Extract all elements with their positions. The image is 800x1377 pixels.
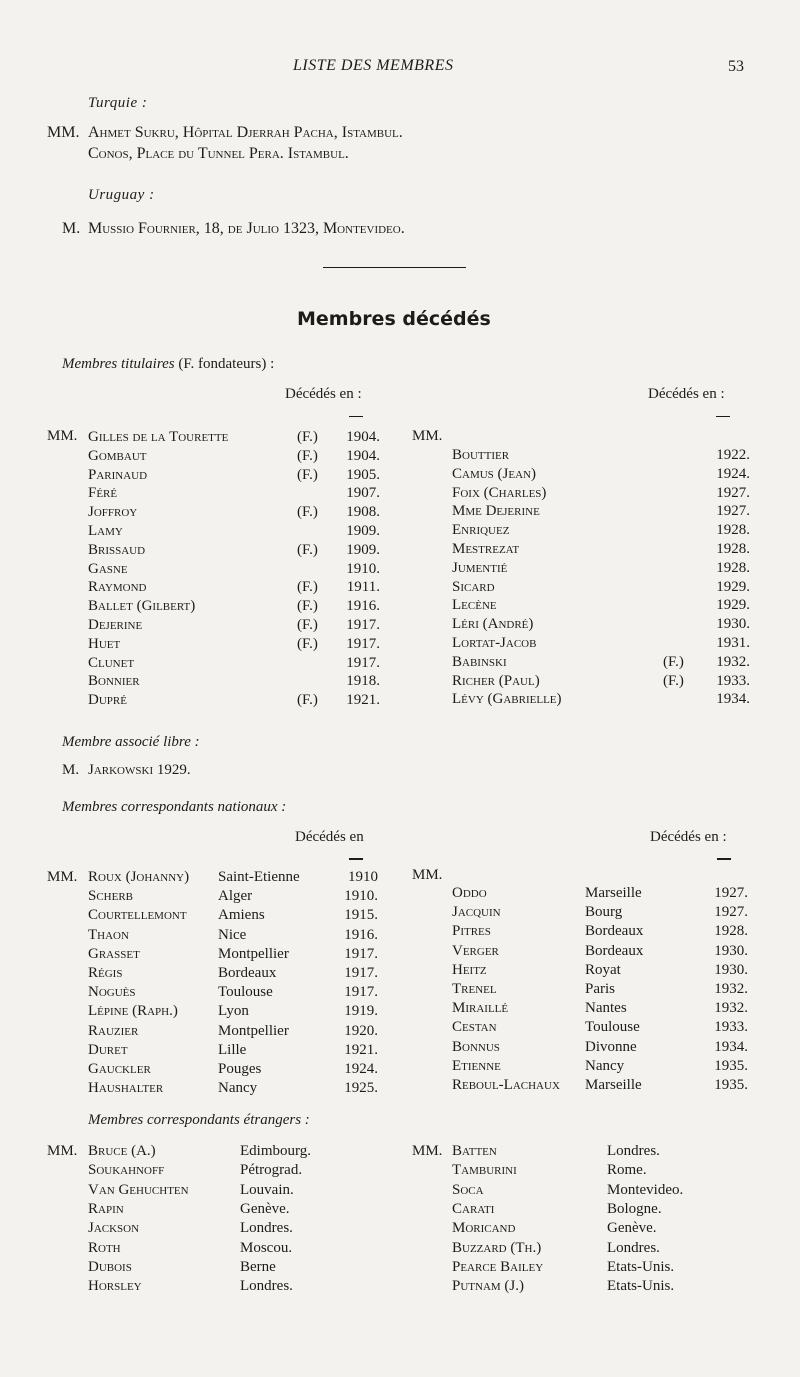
member-city: Louvain. bbox=[240, 1181, 294, 1198]
death-year: 1928. bbox=[716, 522, 750, 539]
member-name: Jumentié bbox=[452, 559, 508, 576]
member-name: Haushalter bbox=[88, 1080, 164, 1097]
member-city: Londres. bbox=[240, 1278, 293, 1295]
founder-mark: (F.) bbox=[297, 447, 318, 464]
member-name: Sicard bbox=[452, 578, 495, 595]
titulaires-label: Membres titulaires bbox=[62, 356, 175, 372]
death-year: 1927. bbox=[714, 885, 748, 901]
member-name: Scherb bbox=[88, 888, 134, 905]
member-city: Nancy bbox=[218, 1080, 258, 1097]
death-year: 1922. bbox=[716, 447, 750, 463]
member-city: Marseille bbox=[585, 1077, 642, 1093]
m-label: M. bbox=[62, 762, 80, 778]
member-name: Brissaud bbox=[88, 541, 146, 558]
member-city: Nice bbox=[218, 926, 247, 943]
member-name: Rauzier bbox=[88, 1022, 139, 1039]
member-row bbox=[0, 1182, 800, 1201]
member-row bbox=[0, 1278, 800, 1297]
member-city: Nantes bbox=[585, 1000, 627, 1017]
founder-mark: (F.) bbox=[297, 466, 318, 483]
member-name: Ballet (Gilbert) bbox=[88, 598, 196, 615]
member-city: Amiens bbox=[218, 907, 265, 924]
member-name: Léri (André) bbox=[452, 616, 534, 633]
death-year: 1930. bbox=[714, 942, 748, 959]
member-city: Genève. bbox=[240, 1200, 290, 1217]
member-entry: Mussio Fournier, 18, de Julio 1323, Montevideo. bbox=[88, 220, 405, 237]
death-year: 1918. bbox=[346, 673, 380, 690]
member-name: Reboul-Lachaux bbox=[452, 1077, 560, 1093]
member-row bbox=[0, 1162, 800, 1181]
member-name: Enriquez bbox=[452, 522, 510, 539]
member-row bbox=[0, 466, 800, 485]
member-row bbox=[0, 485, 800, 504]
member-name: Dupré bbox=[88, 692, 127, 709]
death-year: 1928. bbox=[716, 541, 750, 557]
column-rule bbox=[717, 858, 731, 860]
member-city: Londres. bbox=[607, 1143, 660, 1159]
member-name: Buzzard (Th.) bbox=[452, 1239, 542, 1256]
member-name: Bouttier bbox=[452, 447, 510, 463]
member-row bbox=[0, 522, 800, 541]
member-name: Raymond bbox=[88, 579, 147, 596]
founder-mark: (F.) bbox=[297, 541, 318, 558]
member-name: Gilles de la Tourette bbox=[88, 429, 229, 445]
mm-label: MM. bbox=[412, 428, 443, 444]
death-year: 1934. bbox=[714, 1038, 748, 1055]
member-city: Etats-Unis. bbox=[607, 1278, 675, 1295]
founder-mark: (F.) bbox=[297, 429, 318, 445]
member-row bbox=[0, 1058, 800, 1077]
member-name: Thaon bbox=[88, 926, 129, 943]
member-row bbox=[0, 503, 800, 522]
member-row bbox=[0, 1000, 800, 1019]
member-name: Gombaut bbox=[88, 447, 147, 464]
member-name: Mestrezat bbox=[452, 541, 520, 557]
member-name: Etienne bbox=[452, 1057, 501, 1074]
member-name: Camus (Jean) bbox=[452, 465, 536, 482]
member-name: Bruce (A.) bbox=[88, 1143, 156, 1159]
death-year: 1932. bbox=[714, 1000, 748, 1017]
member-row bbox=[0, 673, 800, 692]
death-year: 1910. bbox=[346, 560, 380, 577]
member-city: Genève. bbox=[607, 1220, 657, 1237]
running-header-title: LISTE DES MEMBRES bbox=[293, 57, 454, 74]
death-year: 1909. bbox=[346, 541, 380, 558]
mm-label: MM. bbox=[47, 124, 80, 141]
subsection-heading-etrangers: Membres correspondants étrangers : bbox=[88, 1112, 310, 1128]
member-city: Paris bbox=[585, 981, 615, 997]
member-city: Edimbourg. bbox=[240, 1143, 311, 1159]
member-entry: Ahmet Sukru, Hôpital Djerrah Pacha, Istambul. bbox=[88, 124, 403, 141]
death-year: 1934. bbox=[716, 691, 750, 708]
founder-mark: (F.) bbox=[297, 617, 318, 633]
death-year: 1933. bbox=[716, 672, 750, 689]
member-city: Montpellier bbox=[218, 945, 289, 962]
member-row bbox=[0, 1259, 800, 1278]
column-rule bbox=[349, 416, 363, 417]
member-name: Jacquin bbox=[452, 904, 501, 921]
death-year: 1915. bbox=[344, 907, 378, 924]
member-city: Montevideo. bbox=[607, 1181, 684, 1198]
member-row bbox=[0, 923, 800, 942]
member-name: Lortat-Jacob bbox=[452, 635, 537, 651]
titulaires-note: (F. fondateurs) : bbox=[178, 356, 275, 372]
m-label: M. bbox=[62, 220, 81, 237]
member-name: Soukahnoff bbox=[88, 1162, 165, 1179]
member-name: Joffroy bbox=[88, 504, 138, 521]
member-city: Saint-Etienne bbox=[218, 869, 300, 885]
death-year: 1931. bbox=[716, 635, 750, 651]
founder-mark: (F.) bbox=[297, 635, 318, 652]
column-header-right: Décédés en : bbox=[650, 829, 727, 845]
mm-label: MM. bbox=[47, 869, 78, 885]
member-row bbox=[0, 1220, 800, 1239]
member-name: Putnam (J.) bbox=[452, 1278, 525, 1295]
death-year: 1933. bbox=[714, 1019, 748, 1036]
subsection-heading-associe: Membre associé libre : bbox=[62, 734, 200, 750]
founder-mark: (F.) bbox=[297, 692, 318, 709]
founder-mark: (F.) bbox=[663, 653, 684, 670]
member-row bbox=[0, 1039, 800, 1058]
death-year: 1919. bbox=[344, 1003, 378, 1020]
founder-mark: (F.) bbox=[297, 598, 318, 615]
member-name: Clunet bbox=[88, 654, 135, 671]
death-year: 1929. bbox=[716, 597, 750, 614]
member-city: Divonne bbox=[585, 1038, 637, 1055]
death-year: 1927. bbox=[716, 503, 750, 520]
member-name: Jackson bbox=[88, 1220, 140, 1237]
member-entry: Conos, Place du Tunnel Pera. Istambul. bbox=[88, 145, 349, 162]
death-year: 1924. bbox=[716, 465, 750, 482]
member-name: Mme Dejerine bbox=[452, 503, 540, 520]
member-name: Babinski bbox=[452, 653, 507, 670]
member-row bbox=[0, 885, 800, 904]
member-name: Régis bbox=[88, 965, 123, 981]
member-name: Verger bbox=[452, 942, 499, 959]
mm-label: MM. bbox=[47, 428, 78, 444]
founder-mark: (F.) bbox=[297, 579, 318, 596]
death-year: 1904. bbox=[346, 447, 380, 464]
member-name: Lépine (Raph.) bbox=[88, 1003, 178, 1020]
country-heading-uruguay: Uruguay : bbox=[88, 187, 155, 203]
death-year: 1935. bbox=[714, 1077, 748, 1093]
column-header-right: Décédés en : bbox=[648, 386, 725, 402]
member-city: Toulouse bbox=[585, 1019, 640, 1036]
member-row bbox=[0, 447, 800, 466]
member-entry: Jarkowski 1929. bbox=[88, 762, 191, 778]
member-name: Trenel bbox=[452, 981, 497, 997]
member-name: Noguès bbox=[88, 984, 136, 1001]
mm-label: MM. bbox=[412, 1143, 443, 1159]
member-name: Gasne bbox=[88, 560, 128, 577]
page-number: 53 bbox=[728, 58, 744, 75]
death-year: 1905. bbox=[346, 466, 380, 483]
death-year: 1910. bbox=[344, 888, 378, 905]
death-year: 1930. bbox=[714, 961, 748, 978]
member-row bbox=[0, 579, 800, 598]
member-city: Pouges bbox=[218, 1061, 262, 1077]
member-name: Parinaud bbox=[88, 466, 148, 483]
member-city: Toulouse bbox=[218, 984, 273, 1001]
member-city: Bourg bbox=[585, 904, 623, 921]
member-name: Lamy bbox=[88, 523, 123, 539]
country-heading-turquie: Turquie : bbox=[88, 95, 148, 111]
member-row bbox=[0, 654, 800, 673]
mm-label: MM. bbox=[47, 1143, 78, 1159]
death-year: 1917. bbox=[346, 635, 380, 652]
member-row bbox=[0, 1019, 800, 1038]
member-name: Lecène bbox=[452, 597, 497, 614]
member-name: Richer (Paul) bbox=[452, 672, 540, 689]
member-name: Bonnier bbox=[88, 673, 140, 690]
member-city: Royat bbox=[585, 961, 621, 978]
death-year: 1920. bbox=[344, 1022, 378, 1039]
member-row bbox=[0, 691, 800, 710]
member-city: Lyon bbox=[218, 1003, 249, 1020]
death-year: 1907. bbox=[346, 485, 380, 502]
member-row bbox=[0, 560, 800, 579]
member-name: Gauckler bbox=[88, 1061, 151, 1077]
member-row bbox=[0, 962, 800, 981]
subsection-heading-titulaires bbox=[62, 356, 274, 373]
member-name: Grasset bbox=[88, 945, 140, 962]
death-year: 1917. bbox=[346, 617, 380, 633]
member-city: Etats-Unis. bbox=[607, 1258, 675, 1275]
member-row bbox=[0, 1240, 800, 1259]
member-name: Batten bbox=[452, 1143, 497, 1159]
member-name: Heitz bbox=[452, 961, 487, 978]
death-year: 1917. bbox=[344, 984, 378, 1001]
member-row bbox=[0, 1201, 800, 1220]
member-city: Moscou. bbox=[240, 1239, 293, 1256]
death-year: 1924. bbox=[344, 1061, 378, 1077]
member-name: Soca bbox=[452, 1181, 484, 1198]
member-row bbox=[0, 616, 800, 635]
member-name: Courtellemont bbox=[88, 907, 187, 924]
death-year: 1908. bbox=[346, 504, 380, 521]
section-divider bbox=[323, 267, 466, 268]
member-name: Rapin bbox=[88, 1200, 124, 1217]
column-rule bbox=[349, 858, 363, 860]
member-name: Pearce Bailey bbox=[452, 1258, 544, 1275]
death-year: 1917. bbox=[344, 965, 378, 981]
member-name: Van Gehuchten bbox=[88, 1181, 189, 1198]
death-year: 1921. bbox=[344, 1041, 378, 1058]
member-name: Moricand bbox=[452, 1220, 516, 1237]
member-city: Nancy bbox=[585, 1057, 625, 1074]
death-year: 1932. bbox=[714, 981, 748, 997]
death-year: 1916. bbox=[344, 926, 378, 943]
death-year: 1927. bbox=[714, 904, 748, 921]
member-name: Huet bbox=[88, 635, 121, 652]
member-row bbox=[0, 1077, 800, 1096]
death-year: 1927. bbox=[716, 484, 750, 501]
member-city: Montpellier bbox=[218, 1022, 289, 1039]
member-name: Miraillé bbox=[452, 1000, 509, 1017]
founder-mark: (F.) bbox=[297, 504, 318, 521]
death-year: 1910 bbox=[348, 869, 378, 885]
member-name: Tamburini bbox=[452, 1162, 517, 1179]
column-rule bbox=[716, 416, 730, 417]
death-year: 1904. bbox=[346, 429, 380, 445]
death-year: 1930. bbox=[716, 616, 750, 633]
member-row bbox=[0, 635, 800, 654]
death-year: 1925. bbox=[344, 1080, 378, 1097]
member-name: Dejerine bbox=[88, 617, 143, 633]
death-year: 1928. bbox=[714, 923, 748, 940]
member-row bbox=[0, 541, 800, 560]
member-name: Foix (Charles) bbox=[452, 484, 547, 501]
member-row bbox=[0, 429, 800, 448]
member-name: Roux (Johanny) bbox=[88, 869, 190, 885]
founder-mark: (F.) bbox=[663, 672, 684, 689]
member-city: Bordeaux bbox=[218, 965, 277, 981]
death-year: 1917. bbox=[346, 654, 380, 671]
member-city: Pétrograd. bbox=[240, 1162, 303, 1179]
member-city: Marseille bbox=[585, 885, 642, 901]
member-row bbox=[0, 943, 800, 962]
member-name: Lévy (Gabrielle) bbox=[452, 691, 562, 708]
member-name: Horsley bbox=[88, 1278, 142, 1295]
member-city: Berne bbox=[240, 1258, 276, 1275]
death-year: 1932. bbox=[716, 653, 750, 670]
member-name: Pitres bbox=[452, 923, 491, 940]
member-row bbox=[0, 597, 800, 616]
member-name: Roth bbox=[88, 1239, 121, 1256]
column-header-left: Décédés en bbox=[295, 829, 364, 845]
member-city: Bologne. bbox=[607, 1200, 662, 1217]
member-name: Féré bbox=[88, 485, 118, 502]
death-year: 1917. bbox=[344, 945, 378, 962]
member-name: Carati bbox=[452, 1200, 495, 1217]
member-city: Rome. bbox=[607, 1162, 647, 1179]
death-year: 1911. bbox=[346, 579, 380, 596]
death-year: 1916. bbox=[346, 598, 380, 615]
death-year: 1928. bbox=[716, 559, 750, 576]
member-name: Oddo bbox=[452, 885, 487, 901]
member-city: Bordeaux bbox=[585, 942, 644, 959]
subsection-heading-nationaux: Membres correspondants nationaux : bbox=[62, 799, 287, 815]
member-city: Londres. bbox=[607, 1239, 660, 1256]
section-title: Membres décédés bbox=[297, 308, 491, 330]
member-name: Cestan bbox=[452, 1019, 497, 1036]
death-year: 1935. bbox=[714, 1057, 748, 1074]
death-year: 1921. bbox=[346, 692, 380, 709]
member-name: Dubois bbox=[88, 1258, 132, 1275]
member-row bbox=[0, 904, 800, 923]
mm-label: MM. bbox=[412, 867, 443, 883]
member-name: Bonnus bbox=[452, 1038, 500, 1055]
member-row bbox=[0, 1143, 800, 1162]
member-city: Londres. bbox=[240, 1220, 293, 1237]
column-header-left: Décédés en : bbox=[285, 386, 362, 402]
member-city: Lille bbox=[218, 1041, 247, 1058]
member-row bbox=[0, 981, 800, 1000]
death-year: 1929. bbox=[716, 578, 750, 595]
member-name: Duret bbox=[88, 1041, 128, 1058]
death-year: 1909. bbox=[346, 523, 380, 539]
member-city: Alger bbox=[218, 888, 253, 905]
member-city: Bordeaux bbox=[585, 923, 644, 940]
